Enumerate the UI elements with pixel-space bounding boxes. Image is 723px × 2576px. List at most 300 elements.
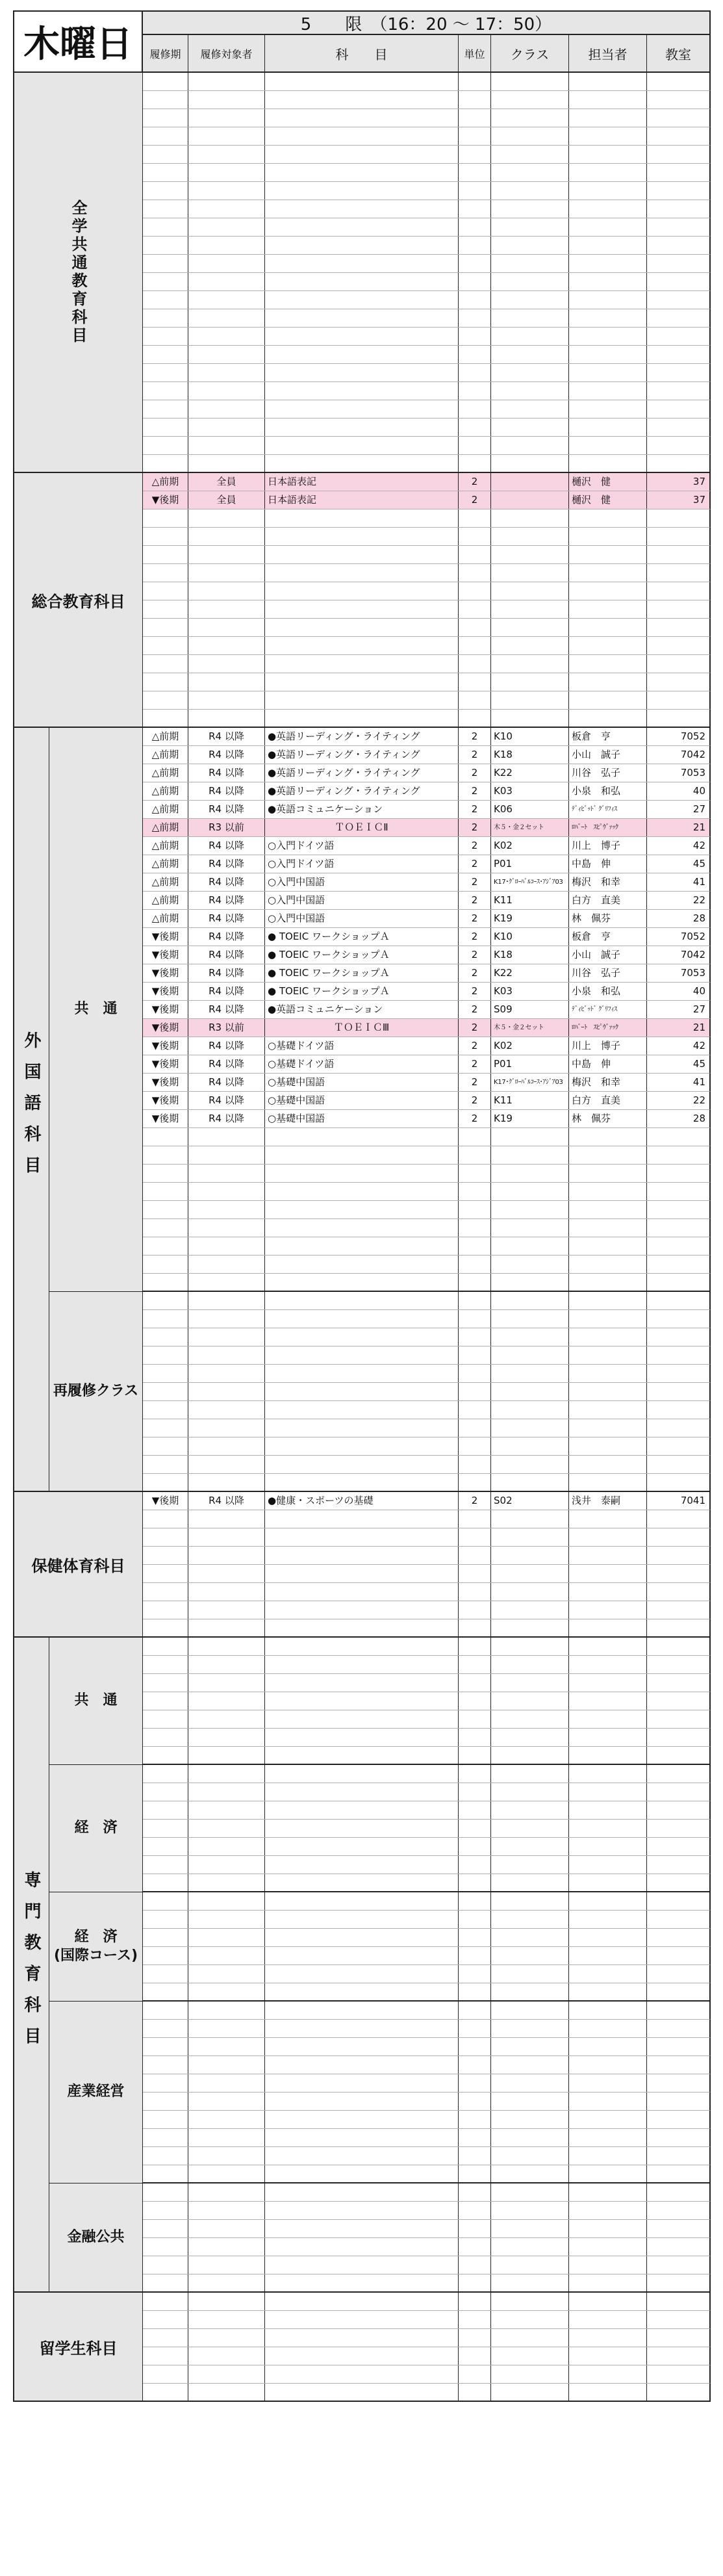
cell-teacher bbox=[569, 1510, 647, 1528]
cell-room bbox=[647, 1128, 709, 1146]
cell-teacher bbox=[569, 400, 647, 418]
cell-room bbox=[647, 1710, 709, 1728]
table-row bbox=[143, 637, 711, 655]
table-row bbox=[143, 983, 711, 1001]
cell-target bbox=[188, 1528, 265, 1546]
cell-cls bbox=[491, 1346, 569, 1364]
subcategory-kyoutsu: 共 通 bbox=[49, 728, 143, 1292]
cell-target bbox=[188, 1929, 265, 1946]
cell-credits bbox=[459, 2274, 491, 2291]
table-row bbox=[143, 328, 711, 346]
cell-teacher bbox=[569, 1456, 647, 1473]
cell-credits bbox=[459, 1638, 491, 1655]
table-row bbox=[143, 1037, 711, 1055]
cell-teacher bbox=[569, 437, 647, 454]
cell-room: 42 bbox=[692, 1040, 705, 1051]
cell-credits bbox=[459, 2129, 491, 2146]
cell-credits bbox=[459, 1365, 491, 1382]
cell-teacher bbox=[569, 109, 647, 127]
cell-subject bbox=[265, 1183, 459, 1200]
cell-subject bbox=[265, 455, 459, 472]
cell-target: 全員 bbox=[188, 473, 265, 491]
cell-credits bbox=[459, 255, 491, 272]
cell-room bbox=[647, 1856, 709, 1874]
cell-term bbox=[143, 127, 188, 145]
cell-target bbox=[188, 2384, 265, 2401]
cell-subject bbox=[265, 2347, 459, 2365]
cell-target bbox=[188, 218, 265, 236]
cell-cls bbox=[491, 1892, 569, 1910]
cell-credits: 2 bbox=[459, 910, 491, 927]
table-row bbox=[143, 764, 711, 782]
cell-target bbox=[188, 1674, 265, 1692]
cell-target bbox=[188, 237, 265, 254]
cell-term: ▼後期 bbox=[143, 983, 188, 1000]
table-row bbox=[143, 746, 711, 764]
cell-subject: ●英語コミュニケーション bbox=[265, 1001, 459, 1018]
cell-room bbox=[647, 2020, 709, 2037]
table-row bbox=[143, 582, 711, 600]
cell-subject bbox=[265, 2256, 459, 2274]
cell-target bbox=[188, 1656, 265, 1673]
cell-room: 27 bbox=[692, 803, 705, 815]
cell-cls bbox=[491, 364, 569, 381]
cell-teacher bbox=[569, 1183, 647, 1200]
cell-target: R4 以降 bbox=[188, 1492, 265, 1510]
cell-term bbox=[143, 1365, 188, 1382]
cell-room bbox=[647, 309, 709, 327]
cell-credits bbox=[459, 1419, 491, 1437]
cell-subject bbox=[265, 1456, 459, 1473]
cell-room bbox=[647, 1674, 709, 1692]
cell-teacher bbox=[569, 164, 647, 181]
cell-teacher bbox=[569, 146, 647, 163]
cell-room bbox=[647, 218, 709, 236]
cell-credits bbox=[459, 1583, 491, 1601]
cell-target bbox=[188, 1419, 265, 1437]
cell-target bbox=[188, 437, 265, 454]
table-row bbox=[143, 255, 711, 273]
cell-target bbox=[188, 346, 265, 363]
table-row bbox=[143, 1328, 711, 1346]
cell-room bbox=[647, 546, 709, 563]
cell-subject bbox=[265, 1838, 459, 1855]
table-row bbox=[143, 2311, 711, 2329]
cell-cls: K06 bbox=[491, 801, 569, 818]
cell-subject bbox=[265, 2384, 459, 2401]
cell-subject bbox=[265, 1874, 459, 1891]
cell-target bbox=[188, 1219, 265, 1237]
table-row bbox=[143, 2384, 711, 2402]
cell-cls: 木５・金２セット bbox=[491, 819, 569, 836]
cell-cls bbox=[491, 309, 569, 327]
cell-term bbox=[143, 1983, 188, 2000]
cell-credits bbox=[459, 437, 491, 454]
header-subject: 科 目 bbox=[265, 35, 459, 73]
cell-teacher bbox=[569, 619, 647, 636]
cell-cls: K11 bbox=[491, 1092, 569, 1109]
cell-target bbox=[188, 619, 265, 636]
cell-cls: K03 bbox=[491, 983, 569, 1000]
cell-term bbox=[143, 2329, 188, 2347]
cell-target: R4 以降 bbox=[188, 855, 265, 873]
cell-cls bbox=[491, 255, 569, 272]
cell-term bbox=[143, 655, 188, 673]
cell-teacher: 中島 伸 bbox=[569, 855, 647, 873]
cell-target bbox=[188, 1565, 265, 1582]
cell-room bbox=[647, 346, 709, 363]
cell-cls bbox=[491, 600, 569, 618]
cell-term: △前期 bbox=[143, 819, 188, 836]
cell-target: R3 以前 bbox=[188, 819, 265, 836]
cell-target: R4 以降 bbox=[188, 746, 265, 764]
table-row bbox=[143, 1419, 711, 1437]
cell-subject: ●英語コミュニケーション bbox=[265, 801, 459, 818]
table-row bbox=[143, 1128, 711, 1146]
cell-target bbox=[188, 200, 265, 218]
table-row bbox=[143, 1165, 711, 1183]
cell-term bbox=[143, 455, 188, 472]
cell-teacher bbox=[569, 2384, 647, 2401]
cell-room bbox=[647, 600, 709, 618]
cell-subject bbox=[265, 73, 459, 90]
cell-term bbox=[143, 600, 188, 618]
cell-room bbox=[647, 1656, 709, 1673]
cell-credits bbox=[459, 1783, 491, 1801]
cell-subject: ●英語リーディング・ライティング bbox=[265, 782, 459, 800]
cell-term bbox=[143, 528, 188, 545]
cell-teacher bbox=[569, 564, 647, 582]
cell-cls bbox=[491, 218, 569, 236]
cell-cls bbox=[491, 1328, 569, 1346]
table-row bbox=[143, 600, 711, 619]
table-row bbox=[143, 1092, 711, 1110]
cell-room: 40 bbox=[692, 985, 705, 997]
cell-cls: K17･ｸﾞﾛｰﾊﾞﾙｺｰｽ･ｱｼﾞｱ03 bbox=[491, 873, 569, 891]
cell-subject: ● TOEIC ワークショップＡ bbox=[265, 983, 459, 1000]
cell-cls bbox=[491, 1619, 569, 1636]
cell-cls bbox=[491, 273, 569, 290]
cell-subject bbox=[265, 2183, 459, 2201]
cell-subject bbox=[265, 1474, 459, 1491]
cell-teacher bbox=[569, 509, 647, 527]
cell-credits bbox=[459, 2093, 491, 2110]
table-row bbox=[143, 164, 711, 182]
cell-teacher bbox=[569, 1801, 647, 1819]
table-row bbox=[143, 2256, 711, 2274]
table-row bbox=[143, 200, 711, 218]
header-class: クラス bbox=[491, 35, 569, 73]
cell-teacher bbox=[569, 2020, 647, 2037]
cell-target bbox=[188, 546, 265, 563]
cell-room: 40 bbox=[692, 785, 705, 797]
cell-term bbox=[143, 1256, 188, 1273]
cell-credits: 2 bbox=[459, 491, 491, 509]
cell-room bbox=[647, 382, 709, 400]
cell-target bbox=[188, 1947, 265, 1964]
cell-term bbox=[143, 1801, 188, 1819]
cell-subject bbox=[265, 1146, 459, 1164]
cell-teacher: ﾃﾞｨﾋﾞｯﾄﾞ ｸﾞﾘﾌｨｽ bbox=[569, 1001, 647, 1018]
cell-room bbox=[647, 2111, 709, 2128]
cell-credits bbox=[459, 91, 491, 109]
cell-teacher bbox=[569, 73, 647, 90]
cell-credits bbox=[459, 2238, 491, 2256]
cell-target bbox=[188, 1456, 265, 1473]
table-row bbox=[143, 2038, 711, 2056]
table-row bbox=[143, 1237, 711, 1256]
cell-room bbox=[647, 2002, 709, 2019]
cell-credits bbox=[459, 2311, 491, 2328]
cell-credits bbox=[459, 273, 491, 290]
table-row bbox=[143, 1346, 711, 1365]
cell-teacher bbox=[569, 2365, 647, 2383]
cell-room: 7053 bbox=[680, 767, 705, 779]
cell-credits: 2 bbox=[459, 1055, 491, 1073]
cell-target: R4 以降 bbox=[188, 1055, 265, 1073]
cell-target bbox=[188, 73, 265, 90]
cell-subject bbox=[265, 1128, 459, 1146]
cell-room bbox=[647, 1874, 709, 1891]
cell-cls bbox=[491, 2111, 569, 2128]
cell-room bbox=[647, 2238, 709, 2256]
cell-cls bbox=[491, 1128, 569, 1146]
cell-term bbox=[143, 509, 188, 527]
cell-room bbox=[647, 291, 709, 309]
period-header: 5 限 （16：20 ～ 17：50） bbox=[143, 10, 711, 35]
cell-subject: ● TOEIC ワークショップＡ bbox=[265, 964, 459, 982]
table-row bbox=[143, 2165, 711, 2183]
cell-cls bbox=[491, 1583, 569, 1601]
table-row bbox=[143, 309, 711, 328]
cell-credits bbox=[459, 2329, 491, 2347]
cell-credits bbox=[459, 1674, 491, 1692]
cell-teacher bbox=[569, 1619, 647, 1636]
cell-target bbox=[188, 509, 265, 527]
cell-credits bbox=[459, 1183, 491, 1200]
cell-term: ▼後期 bbox=[143, 1092, 188, 1109]
cell-target bbox=[188, 419, 265, 436]
cell-target: R4 以降 bbox=[188, 1110, 265, 1127]
cell-subject bbox=[265, 200, 459, 218]
cell-room bbox=[647, 2365, 709, 2383]
cell-subject bbox=[265, 1638, 459, 1655]
cell-term bbox=[143, 1456, 188, 1473]
cell-teacher bbox=[569, 1528, 647, 1546]
cell-room bbox=[647, 1219, 709, 1237]
cell-target bbox=[188, 1747, 265, 1764]
cell-teacher: 白方 直美 bbox=[569, 1092, 647, 1109]
cell-teacher bbox=[569, 419, 647, 436]
cell-cls: S09 bbox=[491, 1001, 569, 1018]
cell-cls: K02 bbox=[491, 1037, 569, 1055]
cell-cls bbox=[491, 2165, 569, 2182]
table-row bbox=[143, 2365, 711, 2384]
table-row bbox=[143, 1492, 711, 1510]
cell-credits bbox=[459, 1729, 491, 1746]
cell-subject bbox=[265, 2038, 459, 2055]
table-row bbox=[143, 1911, 711, 1929]
cell-room bbox=[647, 1820, 709, 1837]
cell-teacher: ﾛﾊﾞｰﾄ ｽﾋﾟｳﾞｧｯｸ bbox=[569, 819, 647, 836]
cell-teacher bbox=[569, 1146, 647, 1164]
cell-cls bbox=[491, 2202, 569, 2219]
cell-term: △前期 bbox=[143, 855, 188, 873]
cell-subject bbox=[265, 509, 459, 527]
cell-teacher: 川上 博子 bbox=[569, 837, 647, 855]
table-row bbox=[143, 1674, 711, 1692]
cell-teacher bbox=[569, 1638, 647, 1655]
cell-term bbox=[143, 1510, 188, 1528]
cell-room bbox=[647, 400, 709, 418]
cell-teacher bbox=[569, 382, 647, 400]
cell-cls bbox=[491, 109, 569, 127]
cell-subject bbox=[265, 2274, 459, 2291]
cell-term bbox=[143, 2038, 188, 2055]
cell-subject bbox=[265, 1947, 459, 1964]
cell-teacher bbox=[569, 637, 647, 654]
cell-room bbox=[647, 455, 709, 472]
header-room: 教室 bbox=[647, 35, 711, 73]
cell-cls bbox=[491, 1929, 569, 1946]
cell-credits: 2 bbox=[459, 746, 491, 764]
table-row bbox=[143, 419, 711, 437]
cell-term bbox=[143, 691, 188, 709]
cell-term bbox=[143, 1692, 188, 1710]
cell-cls bbox=[491, 1601, 569, 1619]
cell-cls bbox=[491, 146, 569, 163]
cell-cls bbox=[491, 1456, 569, 1473]
cell-target bbox=[188, 2329, 265, 2347]
cell-room: 41 bbox=[692, 876, 705, 888]
cell-term bbox=[143, 1165, 188, 1182]
cell-target bbox=[188, 309, 265, 327]
cell-credits bbox=[459, 564, 491, 582]
cell-teacher bbox=[569, 1565, 647, 1582]
cell-room: 41 bbox=[692, 1076, 705, 1088]
cell-subject bbox=[265, 528, 459, 545]
cell-cls bbox=[491, 328, 569, 345]
cell-target bbox=[188, 528, 265, 545]
cell-target bbox=[188, 1619, 265, 1636]
cell-teacher: 川谷 弘子 bbox=[569, 764, 647, 782]
cell-cls bbox=[491, 2293, 569, 2310]
cell-credits bbox=[459, 2038, 491, 2055]
table-row bbox=[143, 1947, 711, 1965]
cell-teacher bbox=[569, 455, 647, 472]
cell-room bbox=[647, 146, 709, 163]
cell-room bbox=[647, 437, 709, 454]
cell-target bbox=[188, 1911, 265, 1928]
cell-teacher: 白方 直美 bbox=[569, 892, 647, 909]
cell-term: △前期 bbox=[143, 728, 188, 745]
cell-credits bbox=[459, 218, 491, 236]
cell-room bbox=[647, 528, 709, 545]
cell-credits bbox=[459, 291, 491, 309]
cell-credits bbox=[459, 2256, 491, 2274]
cell-cls bbox=[491, 564, 569, 582]
cell-subject bbox=[265, 419, 459, 436]
table-row bbox=[143, 127, 711, 146]
table-row bbox=[143, 1856, 711, 1874]
table-row bbox=[143, 1383, 711, 1401]
table-row bbox=[143, 1401, 711, 1419]
cell-cls bbox=[491, 1310, 569, 1328]
cell-term bbox=[143, 2384, 188, 2401]
cell-term: △前期 bbox=[143, 837, 188, 855]
cell-term bbox=[143, 2129, 188, 2146]
cell-target bbox=[188, 2129, 265, 2146]
cell-credits bbox=[459, 1510, 491, 1528]
cell-subject bbox=[265, 1619, 459, 1636]
cell-credits: 2 bbox=[459, 1492, 491, 1510]
cell-target: R4 以降 bbox=[188, 892, 265, 909]
cell-cls bbox=[491, 710, 569, 727]
cell-teacher bbox=[569, 1292, 647, 1309]
cell-subject bbox=[265, 1165, 459, 1182]
cell-term: ▼後期 bbox=[143, 1001, 188, 1018]
table-row bbox=[143, 2293, 711, 2311]
table-row bbox=[143, 1638, 711, 1656]
cell-term bbox=[143, 309, 188, 327]
cell-subject bbox=[265, 1365, 459, 1382]
cell-subject bbox=[265, 546, 459, 563]
cell-cls: K11 bbox=[491, 892, 569, 909]
cell-room bbox=[647, 2074, 709, 2092]
cell-subject bbox=[265, 1729, 459, 1746]
cell-cls bbox=[491, 582, 569, 600]
cell-cls bbox=[491, 2274, 569, 2291]
cell-credits: 2 bbox=[459, 764, 491, 782]
cell-credits bbox=[459, 2147, 491, 2165]
cell-subject bbox=[265, 1583, 459, 1601]
cell-subject: ○基礎ドイツ語 bbox=[265, 1055, 459, 1073]
cell-room bbox=[647, 200, 709, 218]
cell-room bbox=[647, 2038, 709, 2055]
cell-term bbox=[143, 2238, 188, 2256]
cell-teacher: 中島 伸 bbox=[569, 1055, 647, 1073]
cell-subject bbox=[265, 1528, 459, 1546]
cell-room bbox=[647, 1747, 709, 1764]
cell-target bbox=[188, 2093, 265, 2110]
cell-teacher: 浅井 泰嗣 bbox=[569, 1492, 647, 1510]
cell-subject bbox=[265, 1219, 459, 1237]
cell-term bbox=[143, 1583, 188, 1601]
table-row bbox=[143, 1219, 711, 1237]
cell-credits bbox=[459, 2220, 491, 2237]
cell-term: △前期 bbox=[143, 746, 188, 764]
table-row bbox=[143, 1474, 711, 1492]
cell-credits bbox=[459, 2074, 491, 2092]
cell-room bbox=[647, 1292, 709, 1309]
cell-room bbox=[647, 637, 709, 654]
cell-cls bbox=[491, 2220, 569, 2237]
cell-credits bbox=[459, 2183, 491, 2201]
table-row bbox=[143, 437, 711, 455]
cell-subject bbox=[265, 1747, 459, 1764]
cell-term bbox=[143, 564, 188, 582]
cell-teacher bbox=[569, 2220, 647, 2237]
cell-cls bbox=[491, 1765, 569, 1783]
cell-cls: K10 bbox=[491, 928, 569, 946]
cell-subject bbox=[265, 1911, 459, 1928]
cell-teacher bbox=[569, 273, 647, 290]
cell-cls bbox=[491, 2038, 569, 2055]
cell-target bbox=[188, 582, 265, 600]
cell-subject: ●英語リーディング・ライティング bbox=[265, 728, 459, 745]
cell-target bbox=[188, 2056, 265, 2074]
cell-credits bbox=[459, 1747, 491, 1764]
